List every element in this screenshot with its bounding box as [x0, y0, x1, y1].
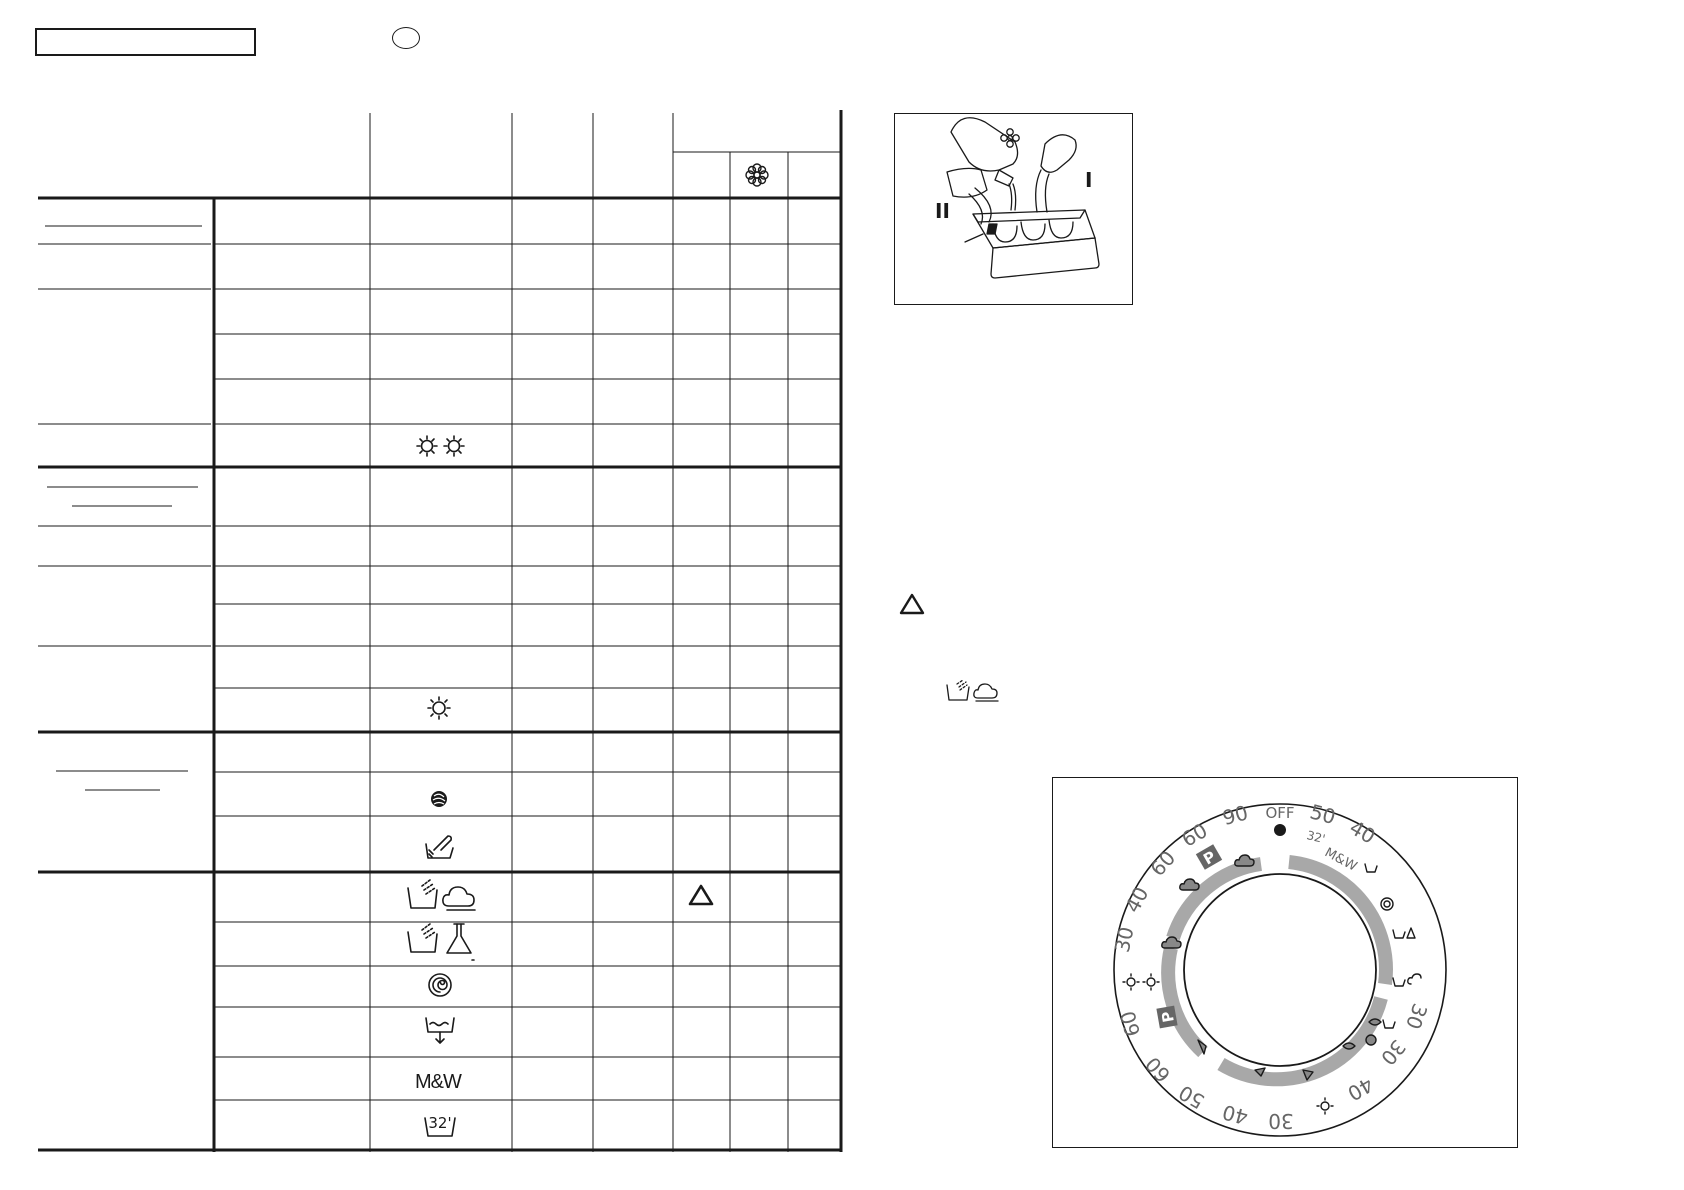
dial-p-badge-left [1156, 1006, 1177, 1029]
svg-text:32': 32' [428, 1114, 452, 1132]
dial-label-50-top: 50 [1307, 799, 1339, 830]
dial-label-50-bottom: 50 [1174, 1080, 1209, 1114]
dial-label-30-left: 30 [1109, 924, 1139, 955]
dial-p-badge-top [1196, 844, 1222, 870]
flower-icon [743, 161, 771, 189]
dial-label-30-bottom: 30 [1268, 1109, 1294, 1133]
refresh-flask-icon [404, 920, 482, 962]
dispenser-illustration [894, 113, 1133, 305]
dial-label-mw: M&W [1322, 845, 1360, 875]
dial-label-60-left: 60 [1145, 845, 1181, 881]
note-refresh-cloud-icon [944, 676, 1002, 706]
programme-dial-panel [1052, 777, 1518, 1148]
wool-icon [426, 786, 452, 812]
dial-label-60-top: 60 [1177, 818, 1212, 852]
dial-label-60-p: 60 [1115, 1008, 1146, 1040]
dial-label-30-right-a: 30 [1375, 1035, 1411, 1070]
dial-label-32: 32' [1305, 828, 1327, 847]
compartment-1-label: I [1085, 168, 1093, 192]
dial-label-60-bottom: 60 [1140, 1052, 1176, 1088]
dial-label-30-right-b: 30 [1400, 1000, 1433, 1033]
compartment-2-label: II [935, 199, 950, 223]
dial-label-40-top: 40 [1345, 815, 1380, 849]
dial-label-40-left: 40 [1120, 882, 1154, 917]
dial-label-90: 90 [1219, 800, 1251, 831]
programme-dial[interactable] [1053, 778, 1517, 1147]
drain-icon [422, 1012, 458, 1048]
note-warning-icon [898, 591, 926, 617]
sun-sun-icon [410, 430, 470, 460]
hand-wash-icon [422, 830, 458, 862]
quick-32-icon [422, 1108, 458, 1140]
mix-wash-label: M&W [415, 1071, 461, 1093]
refresh-cloud-icon [404, 876, 482, 916]
svg-text:P: P [1158, 1009, 1178, 1024]
dial-label-40-right-bottom: 40 [1343, 1072, 1378, 1106]
dial-label-40-bottom: 40 [1219, 1099, 1251, 1130]
warning-triangle-icon [687, 882, 715, 908]
svg-text:P: P [1200, 847, 1219, 869]
dial-off-label: OFF [1265, 804, 1295, 822]
spin-icon [425, 970, 455, 1000]
sun-icon [424, 693, 454, 723]
